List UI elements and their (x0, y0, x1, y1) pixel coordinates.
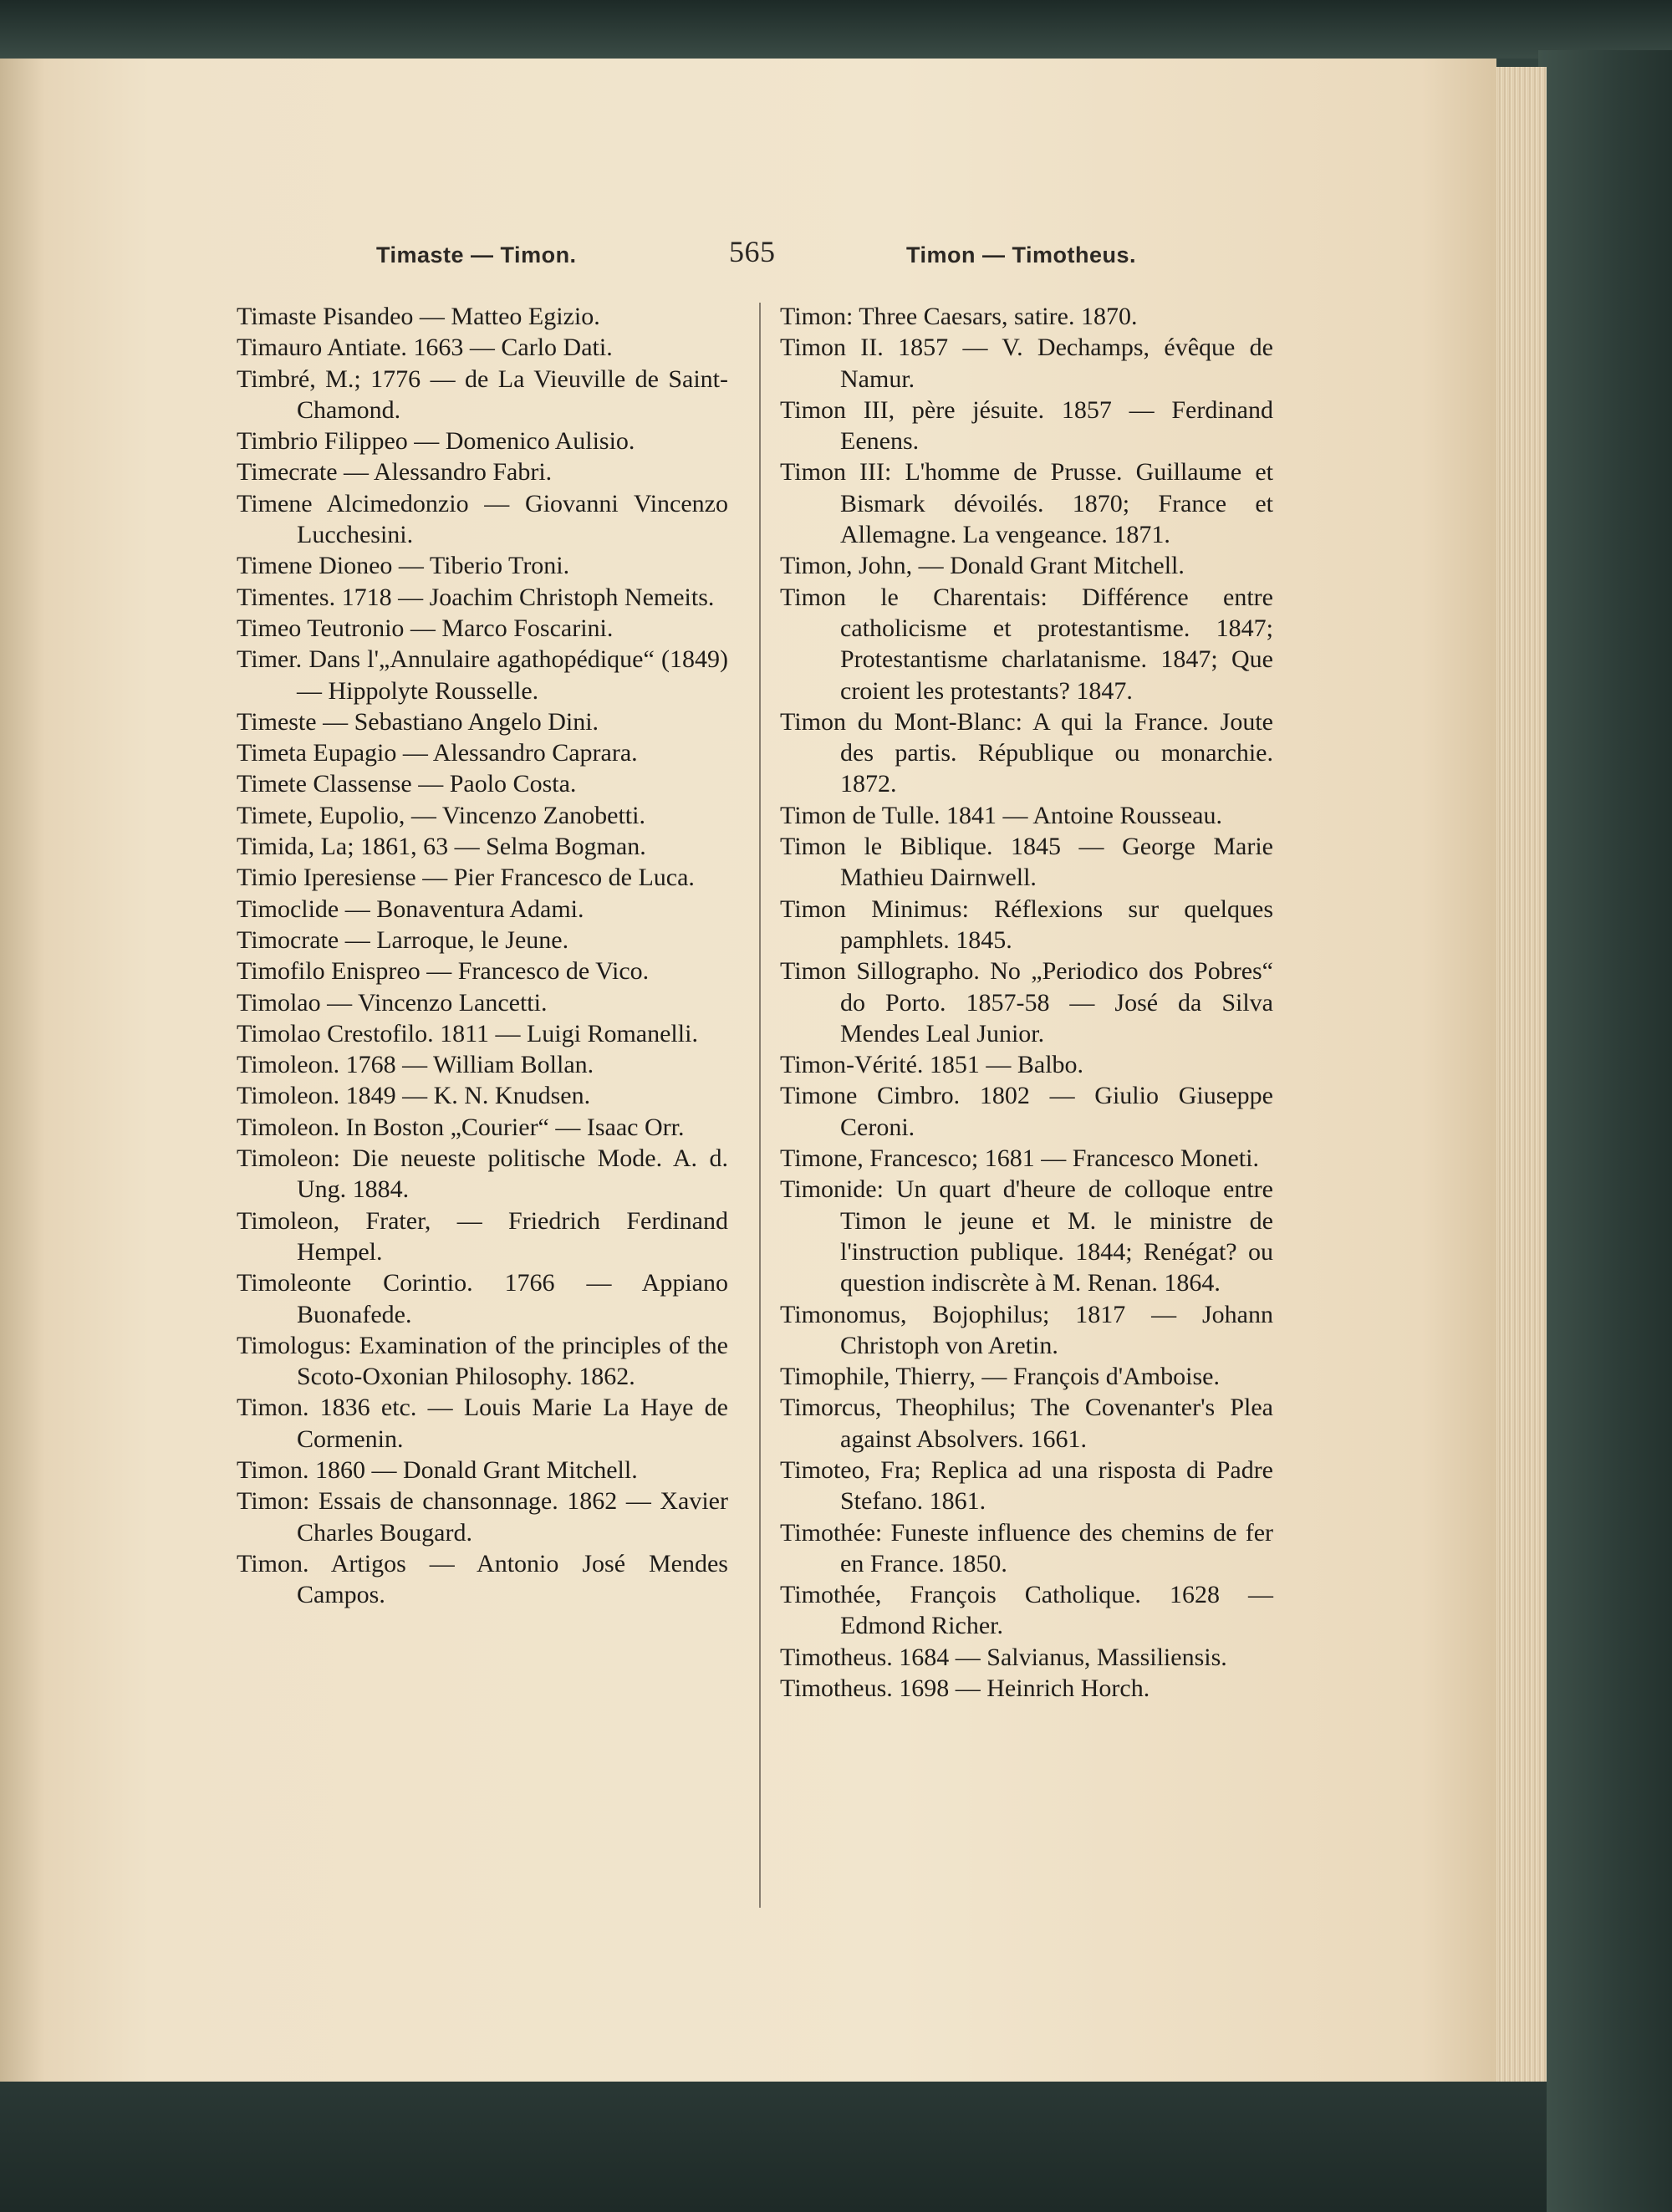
column-divider (759, 303, 761, 1908)
page-number: 565 (729, 235, 776, 268)
index-entry: Timon, John, — Donald Grant Mitchell. (780, 552, 1185, 580)
index-entry: Timon: Essais de chansonnage. 1862 — Xavier Charles Bougard. (237, 1487, 728, 1547)
index-entry: Timorcus, Theophilus; The Covenanter's Plea against Absolvers. 1661. (780, 1394, 1273, 1453)
index-entry: Timothée: Funeste influence des chemins de fer en France. 1850. (780, 1518, 1273, 1577)
index-entry: Timon III, père jésuite. 1857 — Ferdinand Eenens. (780, 395, 1273, 456)
right-column (780, 301, 1273, 1704)
book-cover-top (0, 0, 1672, 59)
index-entry: Timecrate — Alessandro Fabri. (237, 458, 553, 487)
index-entry: Timonomus, Bojophilus; 1817 — Johann Christoph von Aretin. (780, 1300, 1273, 1359)
index-entry: Timoclide — Bonaventura Adami. (237, 894, 584, 923)
index-entry: Timolao — Vincenzo Lancetti. (237, 988, 548, 1017)
index-entry: Timon Sillographo. No „Periodico dos Pobres“ do Porto. 1857-58 — José da Silva Mendes Leal Junior. (780, 957, 1273, 1047)
index-entry: Timoleon. In Boston „Courier“ — Isaac Orr. (237, 1113, 685, 1141)
index-entry: Timer. Dans l'„Annulaire agathopédique“ (1849) — Hippolyte Rousselle. (237, 645, 728, 705)
index-entry: Timon II. 1857 — V. Dechamps, évêque de Namur. (780, 334, 1273, 393)
index-entry: Timoleonte Corintio. 1766 — Appiano Buonafede. (237, 1269, 728, 1328)
index-entry: Timotheus. 1684 — Salvianus, Massiliensis. (780, 1643, 1227, 1671)
index-entry: Timon III: L'homme de Prusse. Guillaume et Bismark dévoilés. 1870; France et Allemagne. La vengeance. 1871. (780, 458, 1273, 549)
index-entry: Timon Minimus: Réflexions sur quelques pamphlets. 1845. (780, 894, 1273, 954)
index-entry: Timaste Pisandeo — Matteo Egizio. (237, 303, 600, 330)
index-entry: Timentes. 1718 — Joachim Christoph Nemeits. (237, 583, 715, 611)
index-entry: Timon de Tulle. 1841 — Antoine Rousseau. (780, 801, 1222, 829)
index-entry: Timoleon. 1849 — K. N. Knudsen. (237, 1082, 591, 1110)
index-entry: Timoleon: Die neueste politische Mode. A. d. Ung. 1884. (237, 1144, 728, 1204)
index-entry: Timocrate — Larroque, le Jeune. (237, 925, 569, 954)
index-entry: Timon. 1836 etc. — Louis Marie La Haye de Cormenin. (237, 1394, 728, 1453)
index-entry: Timoleon, Frater, — Friedrich Ferdinand Hempel. (237, 1206, 728, 1266)
index-entry: Timbrio Filippeo — Domenico Aulisio. (237, 427, 635, 456)
index-entry: Timene Alcimedonzio — Giovanni Vincenzo Lucchesini. (237, 489, 728, 549)
index-entry: Timete, Eupolio, — Vincenzo Zanobetti. (237, 801, 645, 829)
index-entry: Timon le Charentais: Différence entre catholicisme et protestantisme. 1847; Protestantisme charlatanisme. 1847; Que croient les protestants? 1847. (780, 583, 1273, 705)
index-entry: Timida, La; 1861, 63 — Selma Bogman. (237, 833, 646, 861)
index-entry: Timio Iperesiense — Pier Francesco de Luca. (237, 864, 695, 892)
index-entry: Timete Classense — Paolo Costa. (237, 770, 577, 798)
index-entry: Timauro Antiate. 1663 — Carlo Dati. (237, 334, 613, 362)
index-entry: Timotheus. 1698 — Heinrich Horch. (780, 1674, 1150, 1703)
index-entry: Timothée, François Catholique. 1628 — Edmond Richer. (780, 1581, 1273, 1640)
index-entry: Timone, Francesco; 1681 — Francesco Moneti. (780, 1144, 1259, 1173)
index-entry: Timonide: Un quart d'heure de colloque entre Timon le jeune et M. le ministre de l'instruction publique. 1844; Renégat? ou question indiscrète à M. Renan. 1864. (780, 1175, 1273, 1297)
running-header-right: Timon — Timotheus. (906, 242, 1137, 268)
running-header-left: Timaste — Timon. (376, 242, 577, 268)
index-entry: Timon: Three Caesars, satire. 1870. (780, 303, 1138, 330)
index-entry: Timolao Crestofilo. 1811 — Luigi Romanelli. (237, 1019, 698, 1047)
index-entry: Timon. 1860 — Donald Grant Mitchell. (237, 1455, 638, 1484)
index-entry: Timone Cimbro. 1802 — Giulio Giuseppe Ceroni. (780, 1082, 1273, 1141)
index-entry: Timeo Teutronio — Marco Foscarini. (237, 614, 614, 642)
book-cover-right (1538, 50, 1672, 2212)
index-entry: Timene Dioneo — Tiberio Troni. (237, 552, 570, 580)
index-entry: Timofilo Enispreo — Francesco de Vico. (237, 957, 650, 986)
index-entry: Timoleon. 1768 — William Bollan. (237, 1051, 594, 1079)
index-entry: Timologus: Examination of the principles of the Scoto-Oxonian Philosophy. 1862. (237, 1331, 728, 1391)
index-entry: Timon. Artigos — Antonio José Mendes Campos. (237, 1549, 728, 1609)
index-entry: Timeta Eupagio — Alessandro Caprara. (237, 739, 638, 767)
index-entry: Timoteo, Fra; Replica ad una risposta di Padre Stefano. 1861. (780, 1455, 1273, 1516)
index-entry: Timon le Biblique. 1845 — George Marie Mathieu Dairnwell. (780, 833, 1273, 892)
index-entry: Timbré, M.; 1776 — de La Vieuville de Saint-Chamond. (237, 364, 728, 424)
index-entry: Timon du Mont-Blanc: A qui la France. Joute des partis. République ou monarchie. 1872. (780, 707, 1273, 798)
index-entry: Timeste — Sebastiano Angelo Dini. (237, 707, 599, 736)
index-entry: Timon-Vérité. 1851 — Balbo. (780, 1051, 1084, 1079)
book-cover-bottom (0, 2082, 1547, 2212)
left-column (237, 301, 728, 1610)
index-entry: Timophile, Thierry, — François d'Amboise. (780, 1363, 1220, 1391)
